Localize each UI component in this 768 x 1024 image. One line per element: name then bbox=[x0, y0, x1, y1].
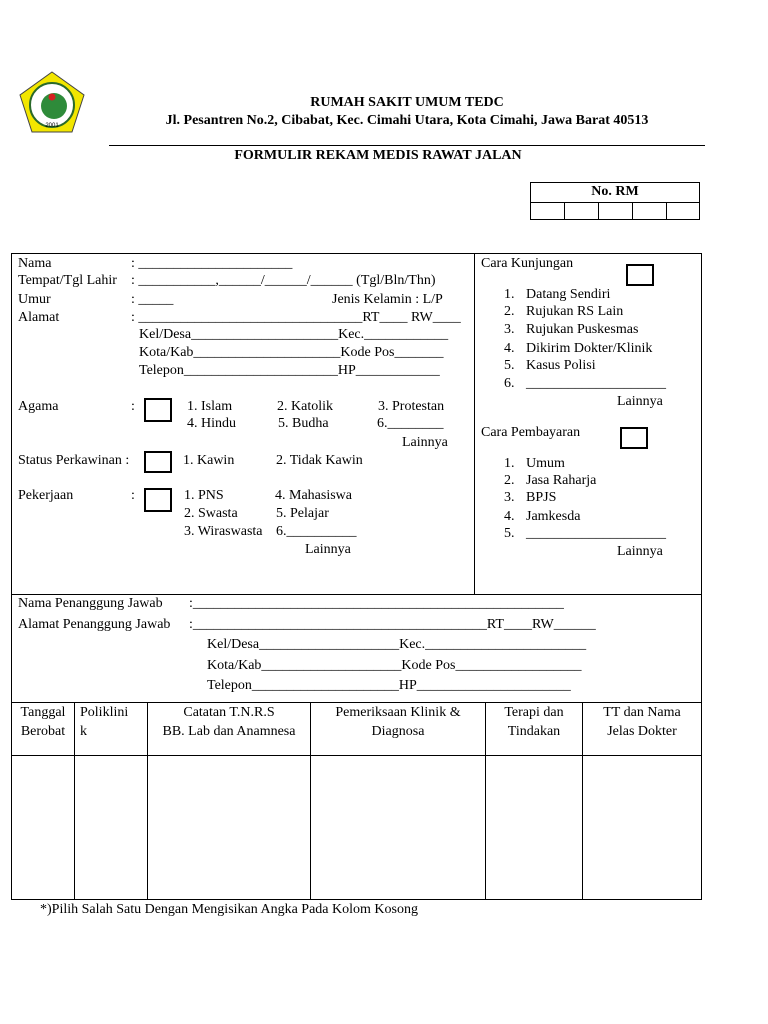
keldesa-field[interactable]: Kel/Desa_____________________Kec.____________ bbox=[139, 327, 449, 342]
nama-label: Nama bbox=[18, 256, 52, 271]
status-option: 2. Tidak Kawin bbox=[276, 453, 363, 468]
ttl-label: Tempat/Tgl Lahir bbox=[18, 273, 117, 288]
penanggung-alamat-field[interactable]: :__________________________________________RT____RW______ bbox=[189, 617, 596, 632]
penanggung-nama-field[interactable]: :_____________________________________________________ bbox=[189, 596, 564, 611]
pembayaran-lainnya-field[interactable]: ____________________ bbox=[526, 526, 666, 541]
alamat-label: Alamat bbox=[18, 310, 60, 325]
pembayaran-item-number: 5. bbox=[504, 526, 515, 541]
ttl-field[interactable]: : ___________,______/______/______ (Tgl/Bln/Thn) bbox=[131, 273, 436, 288]
penanggung-kotakab-field[interactable]: Kota/Kab____________________Kode Pos__________________ bbox=[207, 658, 582, 673]
pekerjaan-lainnya-label: Lainnya bbox=[305, 542, 351, 557]
agama-option: 2. Katolik bbox=[277, 399, 333, 414]
kunjungan-item: Rujukan Puskesmas bbox=[526, 322, 639, 337]
column-header-tanggal: Tanggal Berobat bbox=[20, 705, 66, 739]
column-header-catatan: Catatan T.N.R.S BB. Lab dan Anamnesa bbox=[162, 705, 296, 739]
agama-option: 5. Budha bbox=[278, 416, 329, 431]
telepon-field[interactable]: Telepon______________________HP____________ bbox=[139, 363, 440, 378]
kunjungan-item-number: 4. bbox=[504, 341, 515, 356]
status-option: 1. Kawin bbox=[183, 453, 235, 468]
penanggung-telepon-field[interactable]: Telepon_____________________HP______________________ bbox=[207, 678, 571, 693]
pembayaran-item: BPJS bbox=[526, 490, 557, 505]
pekerjaan-label: Pekerjaan bbox=[18, 488, 74, 503]
hospital-name: RUMAH SAKIT UMUM TEDC bbox=[310, 95, 504, 110]
agama-lainnya-field[interactable]: 6.________ bbox=[377, 416, 444, 431]
svg-text:2001: 2001 bbox=[45, 123, 59, 129]
pekerjaan-option: 4. Mahasiswa bbox=[275, 488, 352, 503]
pembayaran-title: Cara Pembayaran bbox=[481, 425, 581, 440]
status-checkbox[interactable] bbox=[144, 451, 172, 473]
agama-option: 3. Protestan bbox=[378, 399, 445, 414]
kunjungan-title: Cara Kunjungan bbox=[481, 256, 574, 271]
column-header-poliklinik: Poliklini k bbox=[80, 705, 129, 739]
kunjungan-item-number: 2. bbox=[504, 304, 515, 319]
penanggung-nama-label: Nama Penanggung Jawab bbox=[18, 596, 163, 611]
header-divider bbox=[109, 145, 705, 146]
pembayaran-item: Umum bbox=[526, 456, 565, 471]
kunjungan-item-number: 5. bbox=[504, 358, 515, 373]
column-header-terapi: Terapi dan Tindakan bbox=[504, 705, 564, 739]
column-header-dokter: TT dan Nama Jelas Dokter bbox=[603, 705, 681, 739]
kunjungan-item-number: 3. bbox=[504, 322, 515, 337]
agama-colon: : bbox=[131, 399, 135, 414]
pembayaran-item-number: 4. bbox=[504, 509, 515, 524]
pembayaran-lainnya-label: Lainnya bbox=[617, 544, 663, 559]
status-label: Status Perkawinan : bbox=[18, 453, 130, 468]
footnote: *)Pilih Salah Satu Dengan Mengisikan Angka Pada Kolom Kosong bbox=[40, 902, 418, 917]
pembayaran-checkbox[interactable] bbox=[620, 427, 648, 449]
pembayaran-item-number: 3. bbox=[504, 490, 515, 505]
kunjungan-item-number: 6. bbox=[504, 376, 515, 391]
table-cell-pemeriksaan[interactable] bbox=[311, 756, 485, 899]
kunjungan-item: Kasus Polisi bbox=[526, 358, 596, 373]
kunjungan-lainnya-field[interactable]: ____________________ bbox=[526, 376, 666, 391]
agama-lainnya-label: Lainnya bbox=[402, 435, 448, 450]
penanggung-keldesa-field[interactable]: Kel/Desa____________________Kec._______________________ bbox=[207, 637, 587, 652]
column-header-pemeriksaan: Pemeriksaan Klinik & Diagnosa bbox=[335, 705, 461, 739]
kotakab-field[interactable]: Kota/Kab_____________________Kode Pos_______ bbox=[139, 345, 444, 360]
umur-field[interactable]: : _____ bbox=[131, 292, 174, 307]
alamat-field[interactable]: : ________________________________RT____ RW____ bbox=[131, 310, 461, 325]
pembayaran-item-number: 2. bbox=[504, 473, 515, 488]
jenis-kelamin-field[interactable]: Jenis Kelamin : L/P bbox=[332, 292, 443, 307]
kunjungan-item-number: 1. bbox=[504, 287, 515, 302]
table-cell-terapi[interactable] bbox=[486, 756, 582, 899]
agama-option: 4. Hindu bbox=[187, 416, 236, 431]
agama-option: 1. Islam bbox=[187, 399, 233, 414]
pekerjaan-option: 1. PNS bbox=[184, 488, 224, 503]
pekerjaan-option: 2. Swasta bbox=[184, 506, 238, 521]
pembayaran-item: Jasa Raharja bbox=[526, 473, 597, 488]
form-title: FORMULIR REKAM MEDIS RAWAT JALAN bbox=[234, 148, 522, 163]
kunjungan-item: Dikirim Dokter/Klinik bbox=[526, 341, 653, 356]
pembayaran-item: Jamkesda bbox=[526, 509, 581, 524]
kunjungan-item: Datang Sendiri bbox=[526, 287, 611, 302]
table-cell-tanggal[interactable] bbox=[12, 756, 74, 899]
pekerjaan-option: 3. Wiraswasta bbox=[184, 524, 263, 539]
table-cell-catatan[interactable] bbox=[148, 756, 310, 899]
pekerjaan-option: 5. Pelajar bbox=[276, 506, 329, 521]
rm-digit-input[interactable] bbox=[531, 203, 699, 219]
pekerjaan-checkbox[interactable] bbox=[144, 488, 172, 512]
kunjungan-item: Rujukan RS Lain bbox=[526, 304, 624, 319]
table-cell-poliklinik[interactable] bbox=[75, 756, 147, 899]
penanggung-alamat-label: Alamat Penanggung Jawab bbox=[18, 617, 171, 632]
kunjungan-checkbox[interactable] bbox=[626, 264, 654, 286]
nama-field[interactable]: : ______________________ bbox=[131, 256, 293, 271]
agama-checkbox[interactable] bbox=[144, 398, 172, 422]
rm-label: No. RM bbox=[591, 184, 639, 199]
kunjungan-lainnya-label: Lainnya bbox=[617, 394, 663, 409]
pekerjaan-colon: : bbox=[131, 488, 135, 503]
hospital-address: Jl. Pesantren No.2, Cibabat, Kec. Cimahi Utara, Kota Cimahi, Jawa Barat 40513 bbox=[165, 113, 649, 128]
pembayaran-item-number: 1. bbox=[504, 456, 515, 471]
pekerjaan-lainnya-field[interactable]: 6.__________ bbox=[276, 524, 357, 539]
agama-label: Agama bbox=[18, 399, 59, 414]
table-cell-dokter[interactable] bbox=[583, 756, 701, 899]
umur-label: Umur bbox=[18, 292, 51, 307]
